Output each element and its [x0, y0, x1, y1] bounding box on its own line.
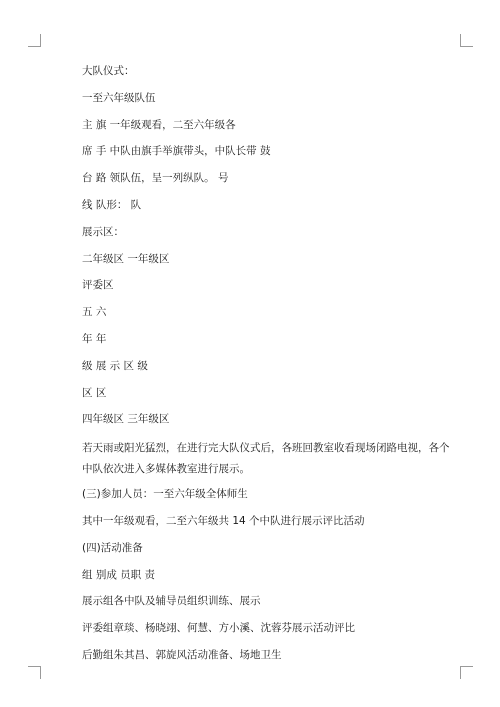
crop-mark-top-left [28, 34, 41, 47]
text-line: 组 别成 员职 责 [82, 568, 156, 581]
text-line: 台 路 领队伍，呈一列纵队。 号 [82, 172, 229, 185]
text-line: 一至六年级队伍 [82, 91, 156, 104]
text-line: 后勤组朱其昌、郭旋风活动准备、场地卫生 [82, 648, 282, 661]
text-line: 展示组各中队及辅导员组织训练、展示 [82, 595, 261, 608]
text-line: 主 旗 一年级观看，二至六年级各 [82, 118, 236, 131]
text-line: 线 队形： 队 [82, 198, 142, 211]
text-line: 评委区 [82, 279, 114, 292]
crop-mark-top-right [460, 34, 473, 47]
text-line: 评委组章琰、杨晓翊、何慧、方小溪、沈蓉芬展示活动评比 [82, 622, 355, 635]
crop-mark-bottom-left [28, 666, 41, 679]
crop-mark-bottom-right [460, 666, 473, 679]
text-line: 展示区： [82, 225, 124, 238]
text-line: 五 六 [82, 306, 107, 319]
text-line: 年 年 [82, 332, 107, 345]
text-line: 二年级区 一年级区 [82, 252, 170, 265]
text-line: 四年级区 三年级区 [82, 413, 170, 426]
text-line: 其中一年级观看，二至六年级共 14 个中队进行展示评比活动 [82, 514, 365, 527]
text-line: 级 展 示 区 级 [82, 359, 148, 372]
text-line: (四)活动准备 [82, 541, 143, 554]
paragraph-weather-note: 若天雨或阳光猛烈，在进行完大队仪式后，各班回教室收看现场闭路电视，各个中队依次进入多媒体教室进行展示。 [82, 442, 450, 476]
document-body [82, 63, 452, 674]
text-line: (三)参加人员：一至六年级全体师生 [82, 488, 248, 501]
text-line: 大队仪式： [82, 65, 135, 77]
text-line: 席 手 中队由旗手举旗带头，中队长带 鼓 [82, 145, 271, 158]
text-line: 区 区 [82, 386, 107, 399]
